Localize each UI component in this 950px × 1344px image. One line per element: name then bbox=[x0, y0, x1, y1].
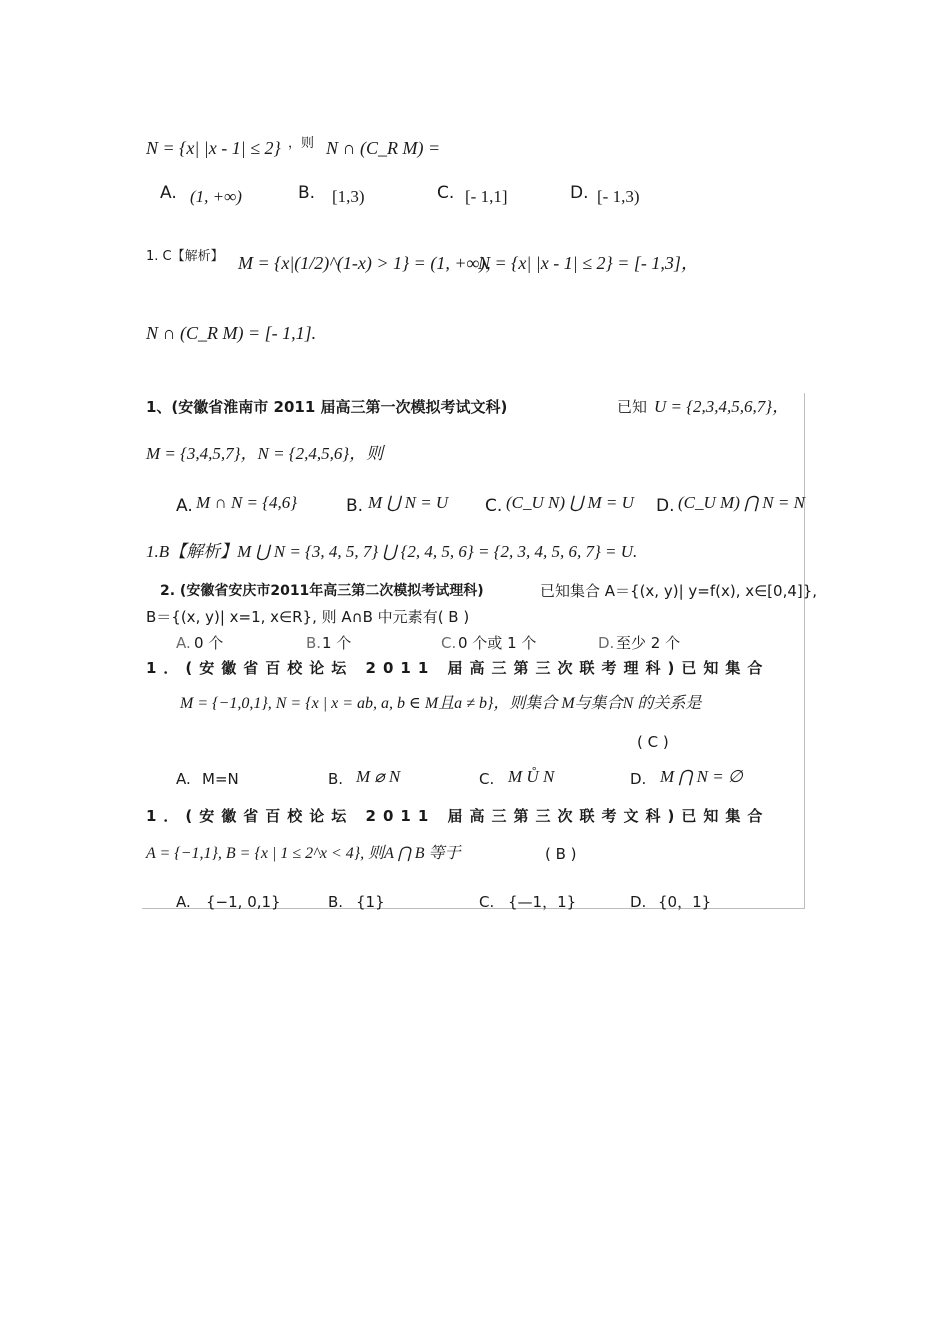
option-d-value: [- 1,3) bbox=[597, 187, 640, 206]
q4-option-c-value: {—1，1} bbox=[508, 893, 577, 911]
q1-option-a-label: A. bbox=[176, 496, 193, 516]
q1-option-b-label: B. bbox=[346, 496, 364, 516]
q1-option-a-value: M ∩ N = {4,6} bbox=[196, 493, 298, 512]
q3-option-a-value: M=N bbox=[202, 770, 239, 788]
q1-option-b-value: M ⋃ N = U bbox=[368, 493, 449, 512]
q4-option-d-label: D. bbox=[630, 893, 647, 911]
q2-option-d-label: D. bbox=[598, 634, 615, 652]
q1-sets: M = {3,4,5,7}，N = {2,4,5,6}，则 bbox=[146, 444, 384, 463]
solution-result: N ∩ (C_R M) = [- 1,1]. bbox=[146, 323, 317, 343]
q4-option-a-label: A. bbox=[176, 893, 191, 911]
q3-option-a-label: A. bbox=[176, 770, 191, 788]
option-b-label: B. bbox=[298, 183, 316, 203]
q2-option-c-label: C. bbox=[441, 634, 457, 652]
solution-n-set: N = {x| |x - 1| ≤ 2} = [- 1,3]， bbox=[478, 253, 699, 273]
q4-stem: A = {−1,1}, B = {x | 1 ≤ 2^x < 4}, 则A ⋂ B 等于 bbox=[146, 845, 461, 862]
question-expression: N ∩ (C_R M) = bbox=[326, 138, 441, 158]
q4-option-b-value: {1} bbox=[356, 893, 385, 911]
q1-stem: 已知 bbox=[617, 398, 648, 416]
n-definition-text: N = {x| |x - 1| ≤ 2} bbox=[146, 138, 281, 158]
q2-source: 2. (安徽省安庆市2011年高三第二次模拟考试理科) bbox=[160, 583, 484, 599]
option-c-label: C. bbox=[437, 183, 455, 203]
q1-option-c-value: (C_U N) ⋃ M = U bbox=[506, 493, 634, 512]
option-d-label: D. bbox=[570, 183, 589, 203]
q1-source: 1、(安徽省淮南市 2011 届高三第一次模拟考试文科) bbox=[146, 398, 508, 416]
q3-answer: ( C ) bbox=[637, 733, 669, 751]
q2-option-a-value: 0 个 bbox=[194, 634, 224, 652]
q2-option-c-value: 0 个或 1 个 bbox=[458, 634, 537, 652]
q4-option-a-value: {−1, 0,1} bbox=[206, 893, 281, 911]
q3-option-b-label: B. bbox=[328, 770, 344, 788]
q1-universal-set: U = {2,3,4,5,6,7}， bbox=[654, 397, 790, 416]
option-b-value: [1,3) bbox=[332, 187, 365, 206]
option-a-value: (1, +∞) bbox=[190, 187, 242, 206]
q1-option-d-value: (C_U M) ⋂ N = N bbox=[678, 493, 805, 512]
q2-option-a-label: A. bbox=[176, 634, 191, 652]
q4-answer: ( B ) bbox=[545, 845, 577, 863]
q1-solution: 1.B【解析】M ⋃ N = {3, 4, 5, 7} ⋃ {2, 4, 5, 6} = {2, 3, 4, 5, 6, 7} = U. bbox=[146, 542, 638, 561]
q1-option-d-label: D. bbox=[656, 496, 675, 516]
option-c-value: [- 1,1] bbox=[465, 187, 508, 206]
q3-option-d-label: D. bbox=[630, 770, 647, 788]
q4-source: 1．(安徽省百校论坛 2011 届高三第三次联考文科)已知集合 bbox=[146, 807, 770, 825]
q2-option-d-value: 至少 2 个 bbox=[616, 634, 681, 652]
q3-source: 1．(安徽省百校论坛 2011 届高三第三次联考理科)已知集合 bbox=[146, 659, 770, 677]
q4-option-d-value: {0，1} bbox=[658, 893, 712, 911]
q3-stem: M = {−1,0,1}, N = {x | x = ab, a, b ∈ M且a ≠ b}，则集合 M与集合N 的关系是 bbox=[180, 695, 702, 712]
q4-option-b-label: B. bbox=[328, 893, 344, 911]
solution-m-set: M = {x|(1/2)^(1-x) > 1} = (1, +∞)， bbox=[238, 253, 504, 273]
then-label: ，则 bbox=[288, 136, 315, 151]
q3-option-c-value: M Ů N bbox=[508, 767, 555, 786]
q1-option-c-label: C. bbox=[485, 496, 503, 516]
q2-option-b-label: B. bbox=[306, 634, 322, 652]
q2-stem-line2: B＝{(x, y)| x=1, x∈R}, 则 A∩B 中元素有( B ) bbox=[146, 608, 470, 626]
q3-option-c-label: C. bbox=[479, 770, 495, 788]
q3-option-d-value: M ⋂ N = ∅ bbox=[660, 767, 743, 786]
q2-option-b-value: 1 个 bbox=[322, 634, 352, 652]
n-definition bbox=[146, 137, 281, 159]
q3-option-b-value: M ⌀ N bbox=[356, 767, 401, 786]
solution-prefix: 1. C【解析】 bbox=[146, 249, 224, 264]
option-a-label: A. bbox=[160, 183, 177, 203]
q4-option-c-label: C. bbox=[479, 893, 495, 911]
q2-stem-line1: 已知集合 A＝{(x, y)| y=f(x), x∈[0,4]}, bbox=[540, 582, 818, 600]
